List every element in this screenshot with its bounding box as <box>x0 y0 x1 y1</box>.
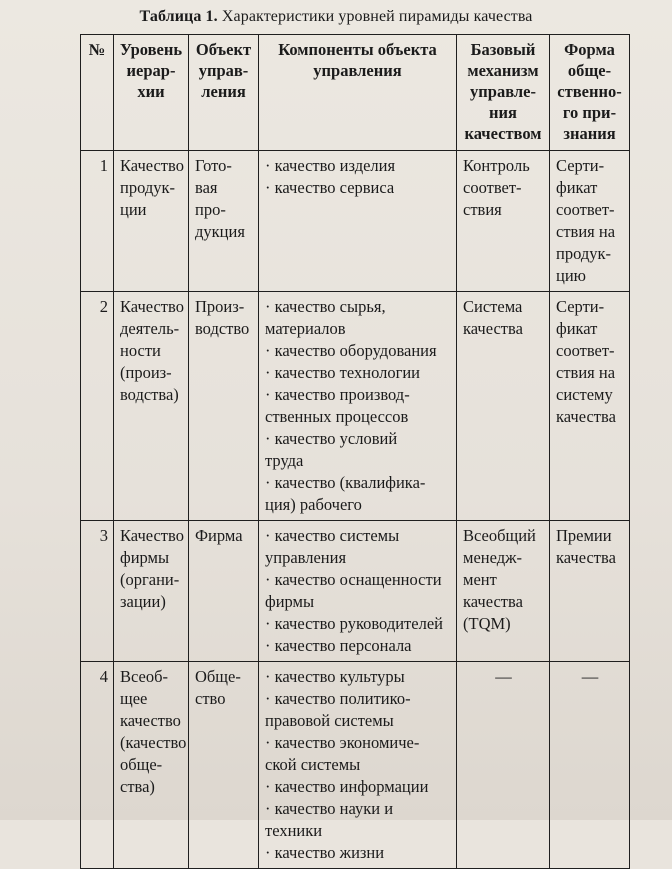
row-mechanism: Всеобщий менедж- мент качества (TQM) <box>457 521 550 662</box>
row-number: 1 <box>81 151 114 292</box>
row-number: 3 <box>81 521 114 662</box>
row-mechanism: Система качества <box>457 292 550 521</box>
table-row <box>81 151 630 292</box>
row-level: Качество деятель- ности (произ- водства) <box>114 292 189 521</box>
row-components: · качество изделия · качество сервиса <box>259 151 457 292</box>
table-row <box>81 662 630 869</box>
row-components: · качество культуры · качество политико- правовой системы · качество экономиче- ской системы · качество информации · качество науки и техники · качество жизни <box>259 662 457 869</box>
row-recognition: — <box>550 662 630 869</box>
header-number: № <box>81 35 114 151</box>
row-recognition: Серти- фикат соответ- ствия на продук- цию <box>550 151 630 292</box>
row-number: 2 <box>81 292 114 521</box>
table-caption <box>0 8 672 26</box>
caption-title: Характеристики уровней пирамиды качества <box>221 8 533 25</box>
header-recognition: Форма обще- ственно- го при- знания <box>550 35 630 151</box>
row-object: Произ- водство <box>189 292 259 521</box>
quality-pyramid-table <box>80 34 630 869</box>
row-recognition: Серти- фикат соответ- ствия на систему качества <box>550 292 630 521</box>
row-object: Фирма <box>189 521 259 662</box>
row-level: Всеоб- щее качество (качество обще- ства) <box>114 662 189 869</box>
row-mechanism: Контроль соответ- ствия <box>457 151 550 292</box>
row-object: Обще- ство <box>189 662 259 869</box>
header-components: Компоненты объекта управления <box>259 35 457 151</box>
header-row <box>81 35 630 151</box>
row-level: Качество продук- ции <box>114 151 189 292</box>
row-object: Гото- вая про- дукция <box>189 151 259 292</box>
row-components: · качество сырья, материалов · качество оборудования · качество технологии · качество производ- ственных процессов · качество условий труда · качество (квалифика- ция) рабочего <box>259 292 457 521</box>
row-mechanism: — <box>457 662 550 869</box>
row-components: · качество системы управления · качество оснащенности фирмы · качество руководителей · качество персонала <box>259 521 457 662</box>
table-row <box>81 292 630 521</box>
header-level: Уровень иерар- хии <box>114 35 189 151</box>
caption-label: Таблица 1. <box>139 8 218 25</box>
header-mechanism: Базовый механизм управле- ния качеством <box>457 35 550 151</box>
row-number: 4 <box>81 662 114 869</box>
table-row <box>81 521 630 662</box>
row-recognition: Премии качества <box>550 521 630 662</box>
header-object: Объект управ- ления <box>189 35 259 151</box>
row-level: Качество фирмы (органи- зации) <box>114 521 189 662</box>
